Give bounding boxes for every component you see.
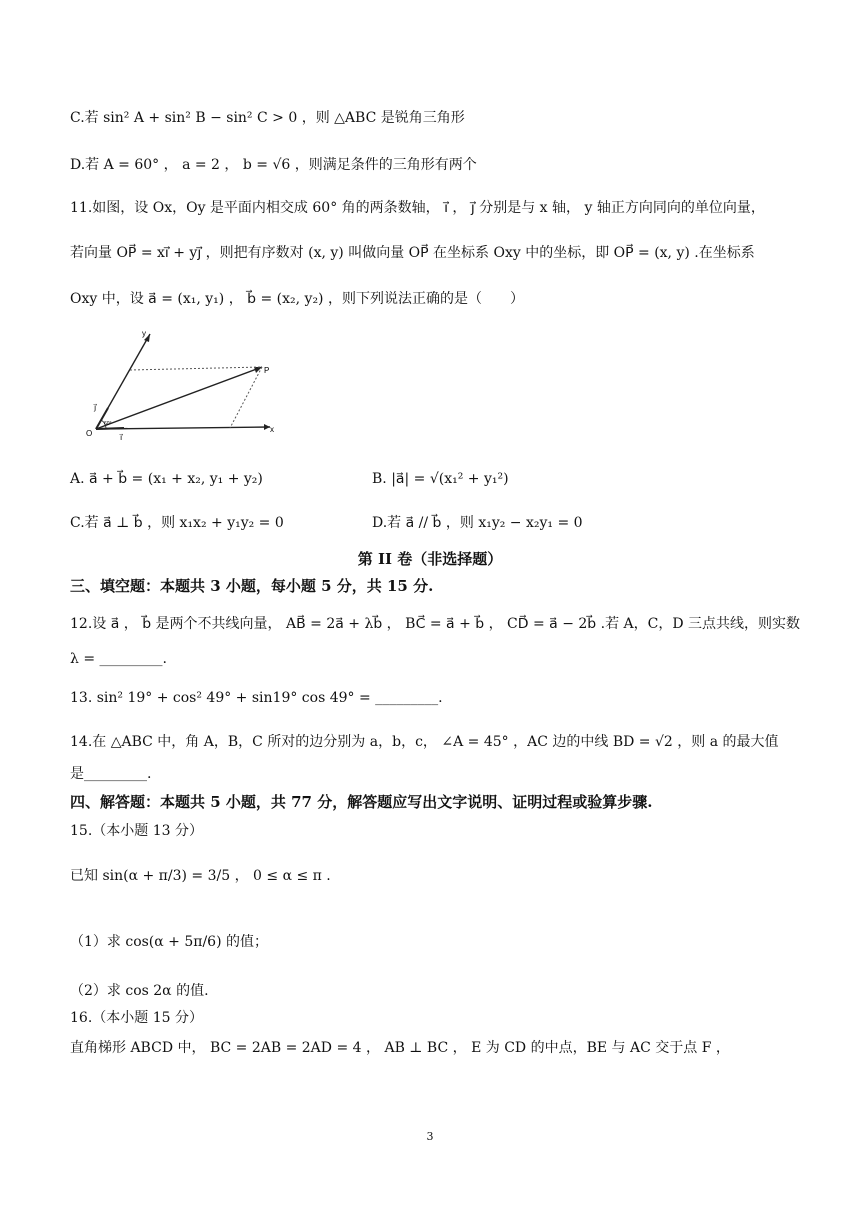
- j-vector-label: j⃗: [94, 403, 97, 412]
- point-p-label: P: [264, 366, 270, 375]
- part-two-heading: 第 II 卷（非选择题）: [357, 550, 503, 568]
- q15-heading: 15.（本小题 13 分）: [70, 823, 203, 839]
- q11-option-c: C.若 a⃗ ⊥ b⃗ ，则 x₁x₂ + y₁y₂ = 0: [70, 515, 284, 531]
- i-unit-vector: [96, 428, 124, 429]
- q11-option-d: D.若 a⃗ // b⃗ ，则 x₁y₂ − x₂y₁ = 0: [372, 515, 583, 531]
- q16-body: 直角梯形 ABCD 中， BC = 2AB = 2AD = 4 ， AB ⊥ BC ， E 为 CD 的中点，BE 与 AC 交于点 F ，: [70, 1040, 730, 1056]
- vector-op-line: [96, 367, 262, 429]
- q15-part-1: （1）求 cos(α + 5π/6) 的值；: [70, 934, 269, 950]
- section-three-heading: 三、填空题：本题共 3 小题，每小题 5 分，共 15 分.: [70, 577, 434, 595]
- q11-line-2: 若向量 OP⃗ = xi⃗ + yj⃗ ，则把有序数对 (x, y) 叫做向量 OP⃗ 在坐标系 Oxy 中的坐标，即 OP⃗ = (x, y) .在坐标系: [70, 245, 755, 261]
- i-vector-label: i⃗: [120, 433, 123, 442]
- option-d-q10: D.若 A = 60° ， a = 2 ， b = √6 ，则满足条件的三角形有两个: [70, 157, 477, 173]
- page-number: 3: [426, 1130, 434, 1143]
- q12-line-1: 12.设 a⃗ ， b⃗ 是两个不共线向量， AB⃗ = 2a⃗ + λb⃗ ， BC⃗ = a⃗ + b⃗ ， CD⃗ = a⃗ − 2b⃗ .若 A，C，D 三点共线，则实数: [70, 616, 801, 632]
- q15-given: 已知 sin(α + π/3) = 3/5 ， 0 ≤ α ≤ π .: [70, 868, 331, 884]
- q11-line-1: 11.如图，设 Ox，Oy 是平面内相交成 60° 角的两条数轴， i⃗ ， j⃗ 分别是与 x 轴， y 轴正方向同向的单位向量，: [70, 200, 765, 216]
- option-c-q10: C.若 sin² A + sin² B − sin² C > 0 ，则 △ABC 是锐角三角形: [70, 110, 465, 126]
- origin-label: O: [86, 429, 93, 438]
- q12-line-2: λ = _________.: [70, 651, 167, 667]
- dashed-parallel-top: [130, 367, 262, 370]
- q14-line-1: 14.在 △ABC 中，角 A，B，C 所对的边分别为 a，b，c， ∠A = 45° ，AC 边的中线 BD = √2 ，则 a 的最大值: [70, 734, 779, 750]
- q16-heading: 16.（本小题 15 分）: [70, 1010, 203, 1026]
- q13-line: 13. sin² 19° + cos² 49° + sin19° cos 49° = _________.: [70, 690, 443, 706]
- q11-line-3: Oxy 中，设 a⃗ = (x₁, y₁) ， b⃗ = (x₂, y₂) ，则下列说法正确的是（ ）: [70, 291, 524, 307]
- oblique-coordinate-figure: [84, 324, 284, 444]
- q11-option-a: A. a⃗ + b⃗ = (x₁ + x₂, y₁ + y₂): [70, 471, 263, 487]
- angle-label: 60°: [104, 421, 112, 427]
- q14-line-2: 是_________.: [70, 766, 152, 782]
- section-four-heading: 四、解答题：本题共 5 小题，共 77 分，解答题应写出文字说明、证明过程或验算步骤.: [70, 793, 653, 811]
- q15-part-2: （2）求 cos 2α 的值.: [70, 983, 209, 999]
- x-axis-label: x: [270, 425, 274, 434]
- vector-op-arrowhead: [254, 367, 262, 373]
- y-axis-label: y: [142, 329, 146, 338]
- dashed-parallel-right: [230, 367, 262, 428]
- q11-option-b: B. |a⃗| = √(x₁² + y₁²): [372, 471, 509, 487]
